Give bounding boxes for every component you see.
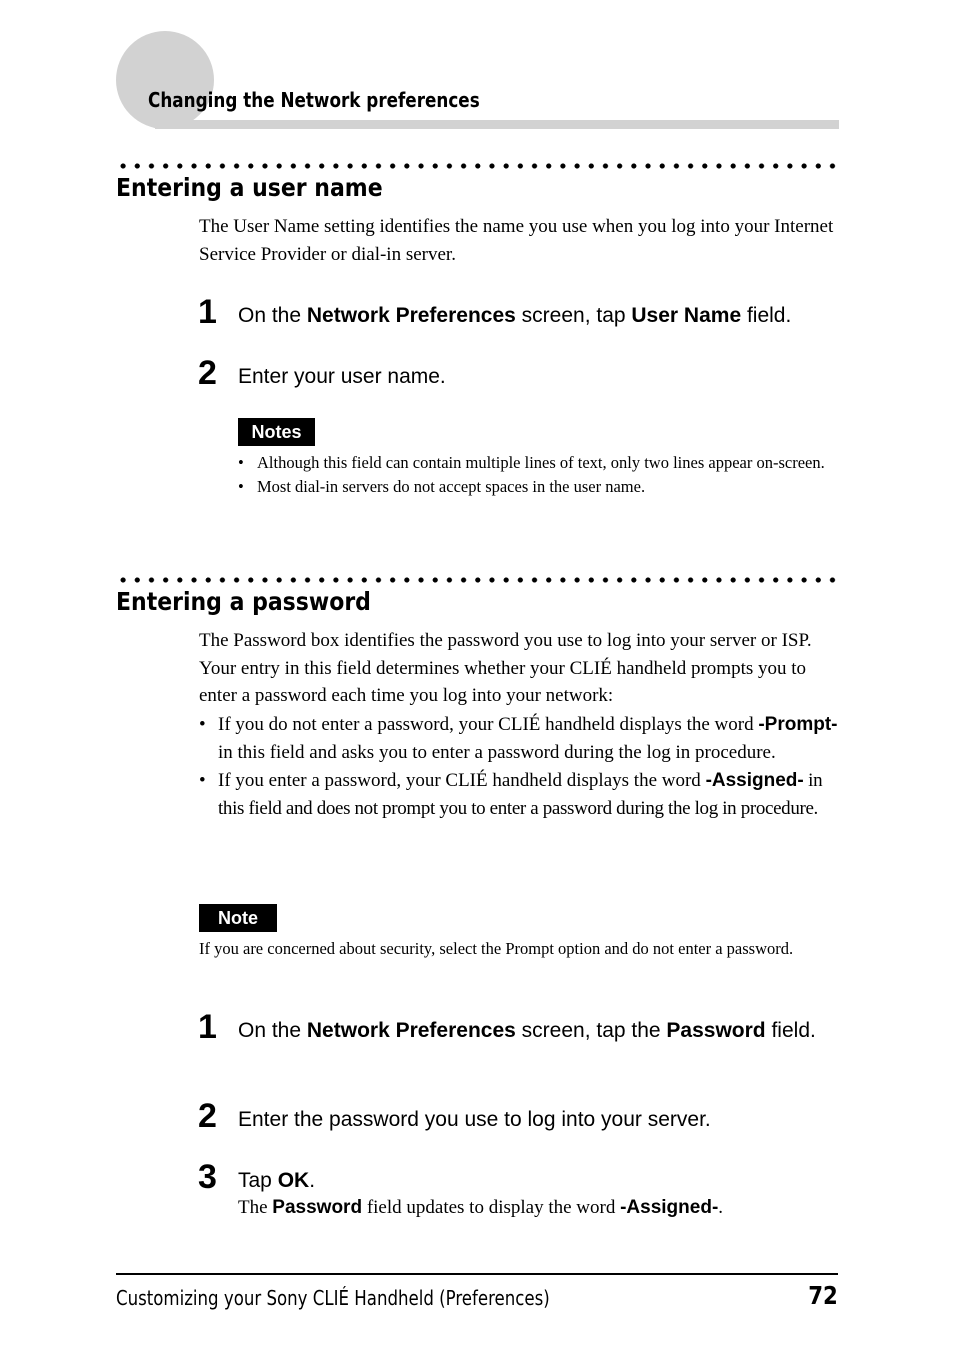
step-number: 3 (198, 1158, 217, 1196)
bullet-item: • If you do not enter a password, your CLIÉ handheld displays the word -Prompt- in this field and asks you to enter a password during the log in procedure. (199, 714, 838, 763)
section-divider (116, 163, 838, 169)
section-intro-user-name: The User Name setting identifies the name you use when you log into your Internet Service Provider or dial-in server. (199, 216, 834, 265)
footer-chapter-title: Customizing your Sony CLIÉ Handheld (Preferences) (116, 1286, 550, 1310)
running-header-title: Changing the Network preferences (148, 88, 480, 112)
step-instruction: Enter the password you use to log into your server. (238, 1108, 711, 1131)
note-text: If you are concerned about security, select the Prompt option and do not enter a password. (199, 939, 794, 958)
section-title-user-name: Entering a user name (116, 173, 383, 202)
step-number: 2 (198, 354, 217, 392)
page-number: 72 (808, 1281, 838, 1310)
step-instruction: On the Network Preferences screen, tap User Name field. (238, 304, 792, 327)
step-result-text: The Password field updates to display the word -Assigned-. (238, 1197, 724, 1218)
step-number: 2 (198, 1097, 217, 1135)
section-divider (116, 577, 838, 583)
step-number: 1 (198, 1008, 217, 1046)
step-number: 1 (198, 293, 217, 331)
notes-list (238, 451, 836, 498)
header-bar-decoration (155, 120, 839, 129)
password-behavior-list (199, 711, 839, 822)
step-instruction: Enter your user name. (238, 365, 446, 388)
section-title-password: Entering a password (116, 587, 371, 616)
footer-rule (116, 1273, 838, 1275)
step-instruction: On the Network Preferences screen, tap the Password field. (238, 1019, 816, 1042)
section-intro-password: The Password box identifies the password you use to log into your server or ISP. Your entry in this field determines whether your CLIÉ handheld prompts you to enter a password each time you log into your network: (199, 630, 812, 706)
bullet-item: • If you enter a password, your CLIÉ handheld displays the word -Assigned- in this field and does not prompt you to enter a password during the log in procedure. (199, 770, 823, 819)
note-badge: Note (199, 904, 277, 932)
note-item: • Most dial-in servers do not accept spaces in the user name. (238, 476, 646, 496)
note-item: • Although this field can contain multiple lines of text, only two lines appear on-screen. (238, 453, 825, 472)
notes-badge: Notes (238, 418, 315, 446)
step-instruction: Tap OK. (238, 1169, 316, 1192)
header-circle-decoration (116, 31, 214, 129)
